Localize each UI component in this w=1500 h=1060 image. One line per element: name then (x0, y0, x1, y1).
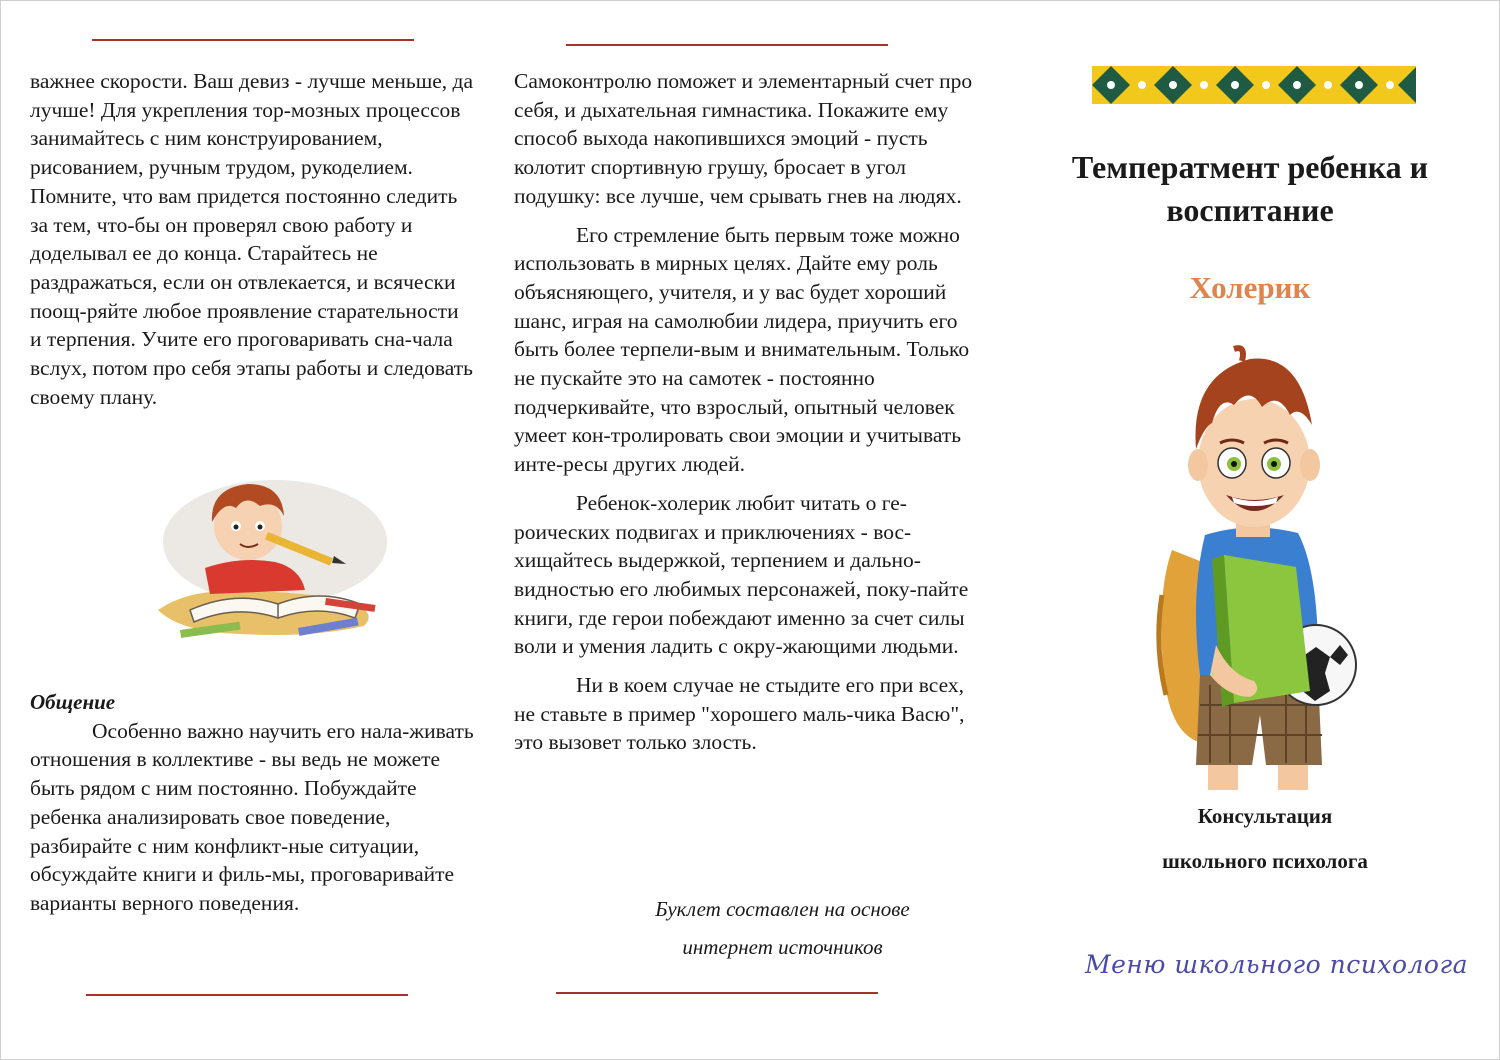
top-rule-left (92, 39, 414, 41)
cover-subtitle: Холерик (1189, 270, 1311, 305)
middle-paragraph-2: Его стремление быть первым тоже можно использовать в мирных целях. Дайте ему роль объясняющего, учителя, и у вас будет хороший шанс, играя на самолюбии лидера, приучить его быть более терпели-вым и внимательным. Только не пускайте это на самотек - постоянно подчеркивайте, что взрослый, опытный человек умеет кон-тролировать свои эмоции и учитывать инте-ресы других людей. (514, 222, 970, 477)
credit-block (600, 890, 965, 966)
cover-title: Температмент ребенка и воспитание (1071, 149, 1429, 228)
middle-paragraph-3: Ребенок-холерик любит читать о ге-роических подвигах и приключениях - вос-хищайтесь выдержкой, терпением и дально-видностью его любимых персонажей, поку-пайте книги, где герои побеждают именно за счет силы воли и умения ладить с окру-жающими людьми. (514, 490, 969, 659)
ornament-band (1092, 66, 1416, 104)
middle-paragraph-1: Самоконтролю поможет и элементарный счет про себя, и дыхательная гимнастика. Покажите ему способ выхода накопившихся эмоций - пусть колотит спортивную грушу, бросает в угол подушку: все лучше, чем срывать гнев на людях. (514, 69, 973, 208)
middle-paragraph-4: Ни в коем случае не стыдите его при всех, не ставьте в пример "хорошего маль-чика Васю", это вызовет только злость. (514, 673, 965, 755)
child-drawing-illustration (150, 470, 390, 650)
signature: Меню школьного психолога (1085, 950, 1469, 979)
bottom-rule-left (86, 994, 408, 996)
left-paragraph-1: важнее скорости. Ваш девиз - лучше меньше, да лучше! Для укрепления тор-мозных процессов занимайтесь с ним конструированием, рисованием, ручным трудом, рукоделием. Помните, что вам придется постоянно следить за тем, что-бы он проверял свою работу и доделывал ее до конца. Старайтесь не раздражаться, если он отвлекается, и всячески поощ-ряйте любое проявление старательности и терпения. Учите его проговаривать сна-чала вслух, потом про себя этапы работы и следовать своему плану. (30, 69, 474, 409)
consult-line-1: Консультация (1197, 804, 1333, 828)
left-column (30, 67, 475, 411)
left-paragraph-2: Особенно важно научить его нала-живать отношения в коллективе - вы ведь не можете быть рядом с ним постоянно. Побуждайте ребенка анализировать свое поведение, разбирайте с ним конфликт-ные ситуации, обсуждайте книги и филь-мы, проговаривайте варианты верного поведения. (30, 718, 474, 915)
section-heading: Общение (30, 690, 116, 714)
bottom-rule-middle (556, 992, 878, 994)
credit-line-1: Буклет составлен на основе (655, 897, 910, 921)
middle-column (514, 67, 989, 757)
left-column-communication (30, 688, 475, 918)
top-rule-middle (566, 44, 888, 46)
credit-line-2: интернет источников (682, 935, 883, 959)
consult-line-2: школьного психолога (1162, 849, 1368, 873)
schoolboy-illustration (1150, 345, 1360, 790)
